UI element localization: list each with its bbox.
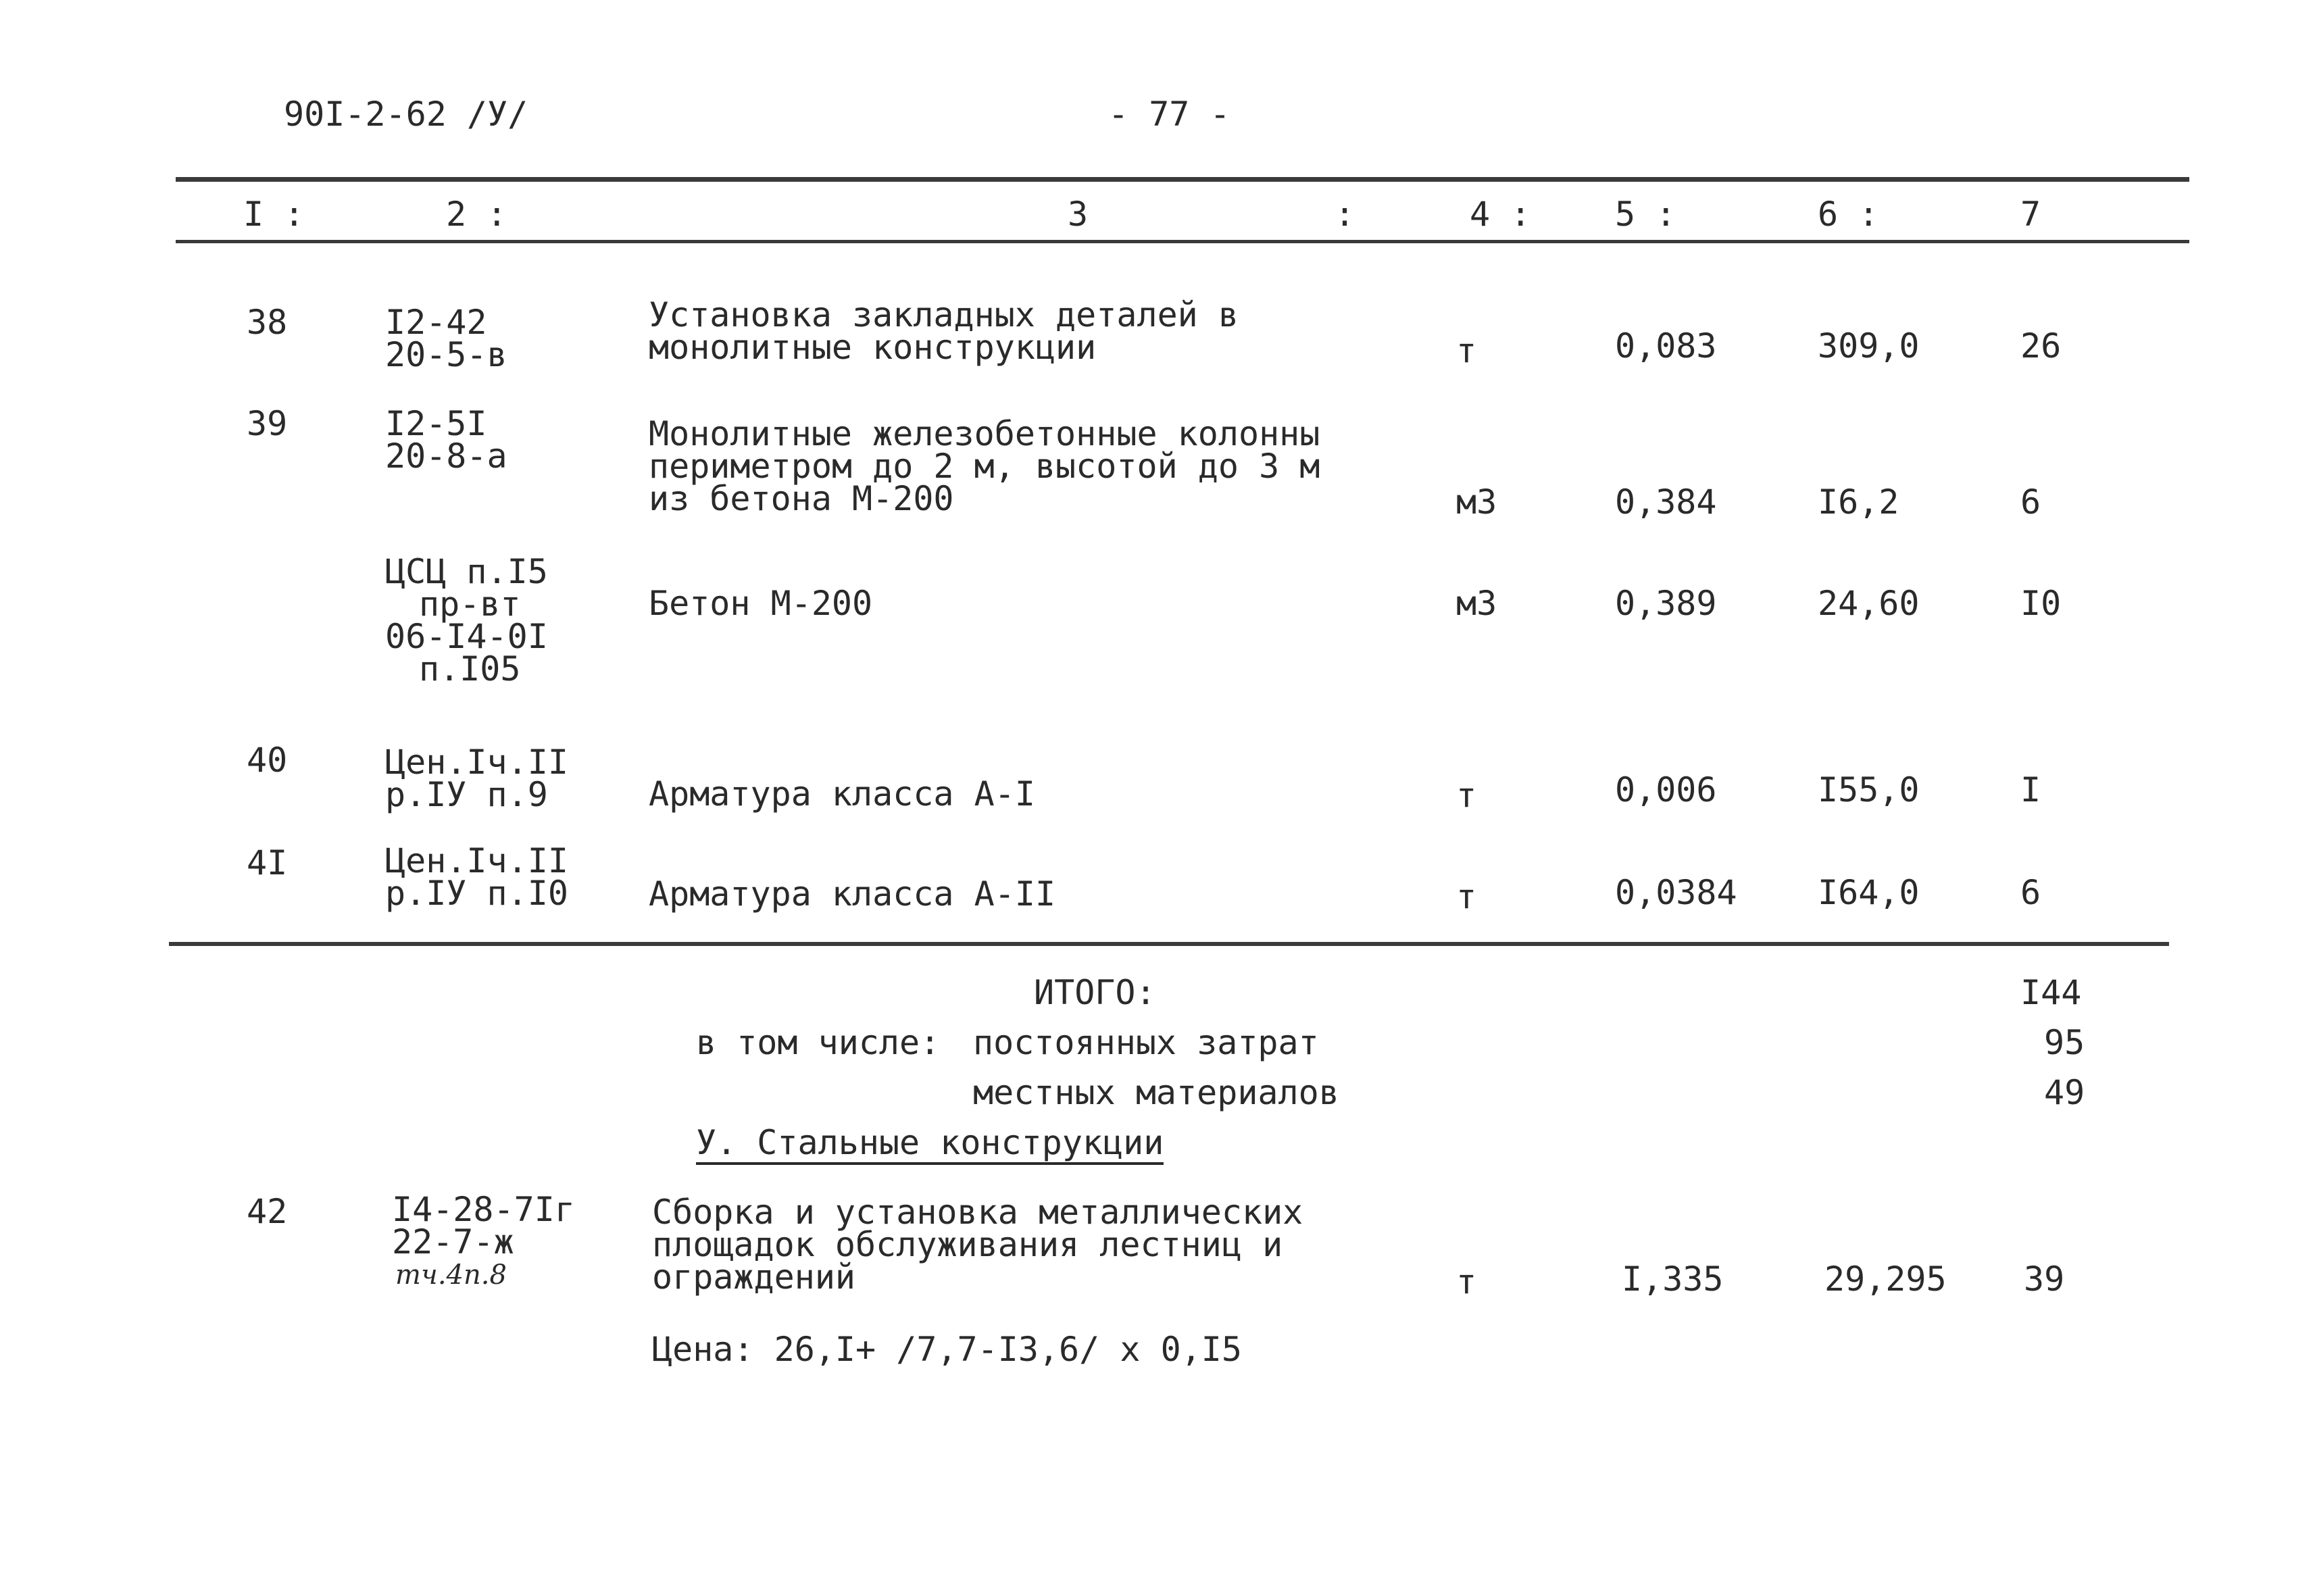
- top-rule: [176, 177, 2189, 182]
- unit: т: [1456, 776, 1477, 815]
- unit: т: [1456, 877, 1477, 916]
- norm-code-line: Цен.Iч.II: [385, 841, 568, 880]
- col-header-sep: :: [1335, 195, 1355, 234]
- row-number: 42: [247, 1192, 288, 1231]
- col-header-7: 7: [2020, 195, 2041, 234]
- col-header-1: I :: [243, 195, 305, 234]
- fixed-costs-value: 95: [2044, 1023, 2085, 1062]
- norm-code-line: Цен.Iч.II: [385, 743, 568, 782]
- totals-divider: [169, 942, 2169, 946]
- row-number: 4I: [247, 843, 288, 882]
- header-bottom-rule: [176, 240, 2189, 243]
- col-header-6: 6 :: [1818, 195, 1879, 234]
- row-number: 39: [247, 404, 288, 443]
- total-cost: 6: [2020, 482, 2041, 522]
- description-line: Бетон М-200: [649, 584, 873, 623]
- description-line: Арматура класса А-II: [649, 874, 1056, 914]
- total-cost: 6: [2020, 873, 2041, 912]
- fixed-costs-label: постоянных затрат: [973, 1023, 1319, 1062]
- norm-code-line: п.I05: [419, 649, 521, 689]
- norm-code-line: I4-28-7Iг: [392, 1190, 575, 1229]
- norm-code-line: 22-7-ж: [392, 1222, 514, 1262]
- norm-code-line: пр-вт: [419, 584, 521, 624]
- description-line: Монолитные железобетонные колонны: [649, 414, 1320, 453]
- description-line: площадок обслуживания лестниц и: [652, 1225, 1283, 1264]
- norm-code-line: ЦСЦ п.I5: [385, 552, 548, 591]
- total-cost: 39: [2024, 1260, 2065, 1299]
- local-materials-label: местных материалов: [973, 1073, 1339, 1112]
- description-line: Арматура класса А-I: [649, 774, 1035, 814]
- quantity: I,335: [1622, 1260, 1724, 1299]
- row-number: 40: [247, 741, 288, 780]
- total-cost: 26: [2020, 326, 2062, 366]
- total-cost: I: [2020, 770, 2041, 809]
- local-materials-value: 49: [2044, 1073, 2085, 1112]
- unit: м3: [1456, 482, 1497, 522]
- price-note: Цена: 26,I+ /7,7-I3,6/ х 0,I5: [652, 1330, 1242, 1369]
- section-heading: У. Стальные конструкции: [696, 1124, 1164, 1165]
- unit-price: I55,0: [1818, 770, 1920, 809]
- unit-price: I64,0: [1818, 873, 1920, 912]
- totals-value: I44: [2020, 973, 2082, 1012]
- row-number: 38: [247, 303, 288, 342]
- unit-price: 29,295: [1824, 1260, 1947, 1299]
- unit-price: 309,0: [1818, 326, 1920, 366]
- norm-code-line: 20-5-в: [385, 335, 507, 374]
- document-code: 90I-2-62 /У/: [284, 95, 528, 134]
- description-line: Сборка и установка металлических: [652, 1193, 1303, 1232]
- including-label: в том числе:: [696, 1023, 941, 1062]
- unit: м3: [1456, 584, 1497, 623]
- quantity: 0,083: [1615, 326, 1717, 366]
- norm-code-line: I2-5I: [385, 404, 487, 443]
- total-cost: I0: [2020, 584, 2062, 623]
- unit-price: 24,60: [1818, 584, 1920, 623]
- totals-label: ИТОГО:: [1034, 973, 1156, 1012]
- description-line: периметром до 2 м, высотой до 3 м: [649, 447, 1320, 486]
- norm-code-line: 06-I4-0I: [385, 617, 548, 656]
- col-header-2: 2 :: [446, 195, 507, 234]
- quantity: 0,389: [1615, 584, 1717, 623]
- norm-code-line: р.IУ п.I0: [385, 874, 568, 913]
- norm-code-line: 20-8-а: [385, 437, 507, 476]
- quantity: 0,006: [1615, 770, 1717, 809]
- handwritten-note: тч.4п.8: [395, 1260, 507, 1291]
- col-header-4: 4 :: [1470, 195, 1531, 234]
- page-number: - 77 -: [1108, 95, 1230, 134]
- norm-code-line: р.IУ п.9: [385, 775, 548, 814]
- unit: т: [1456, 1262, 1477, 1301]
- description-line: монолитные конструкции: [649, 328, 1097, 367]
- quantity: 0,0384: [1615, 873, 1737, 912]
- col-header-5: 5 :: [1615, 195, 1676, 234]
- unit: т: [1456, 331, 1477, 370]
- description-line: ограждений: [652, 1257, 856, 1297]
- col-header-3: 3: [1068, 195, 1089, 234]
- unit-price: I6,2: [1818, 482, 1899, 522]
- description-line: из бетона М-200: [649, 479, 954, 518]
- quantity: 0,384: [1615, 482, 1717, 522]
- description-line: Установка закладных деталей в: [649, 295, 1239, 334]
- norm-code-line: I2-42: [385, 303, 487, 342]
